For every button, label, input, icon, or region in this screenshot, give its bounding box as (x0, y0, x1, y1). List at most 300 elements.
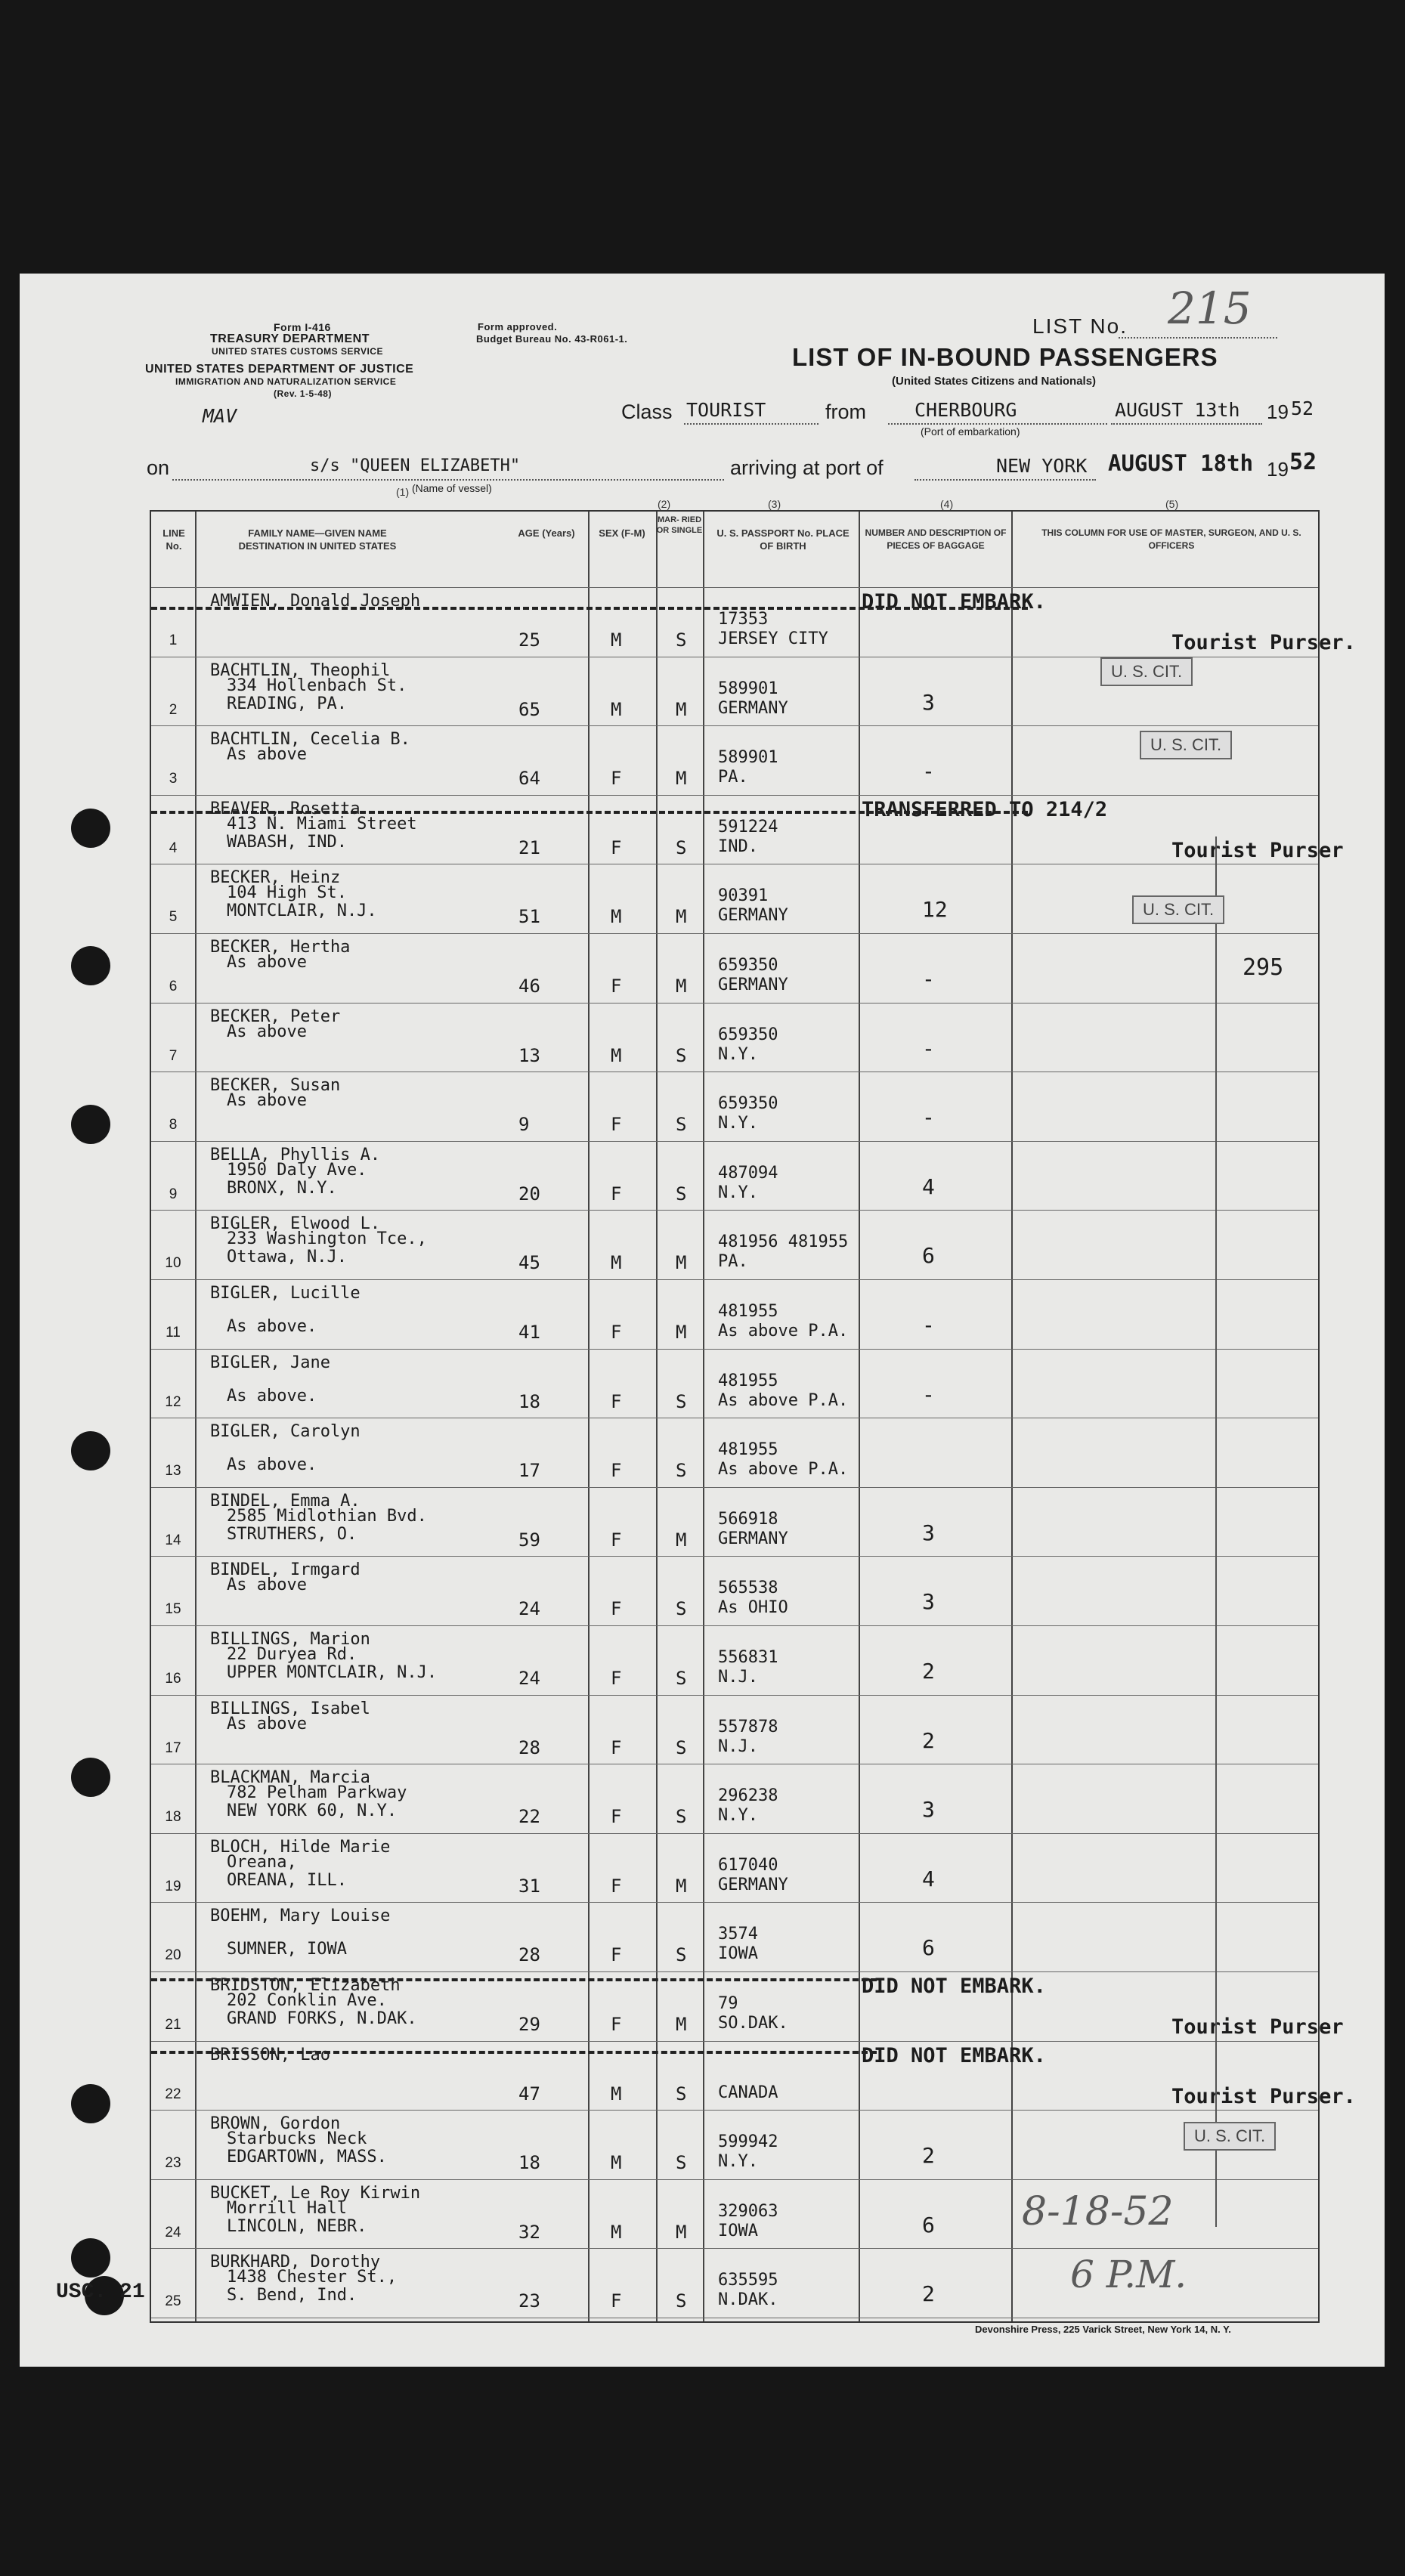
budget-bureau: Budget Bureau No. 43-R061-1. (476, 333, 628, 345)
birth-place: As above P.A. (718, 1322, 849, 1341)
birth-place: N.Y. (718, 1183, 758, 1202)
passenger-sex: F (611, 1529, 622, 1551)
passenger-age: 24 (518, 1598, 540, 1620)
officer-time-note: 6 P.M. (1070, 2253, 1187, 2296)
us-citizen-stamp: U. S. CIT. (1132, 895, 1224, 924)
baggage-count: 4 (922, 1174, 935, 1199)
baggage-count: 3 (922, 689, 935, 715)
passenger-sex: M (611, 906, 622, 928)
line-number: 23 (165, 2155, 181, 2172)
passenger-name: AMWIEN, Donald Joseph (210, 592, 421, 611)
line-number: 19 (165, 1878, 181, 1894)
manifest-subtitle: (United States Citizens and Nationals) (892, 375, 1097, 388)
address-line-1: 1950 Daly Ave. (227, 1160, 367, 1180)
passenger-sex: F (611, 1806, 622, 1828)
marital-status: S (676, 1736, 687, 1758)
row-rule (151, 795, 1318, 796)
punch-hole (71, 2238, 110, 2278)
birth-place: GERMANY (718, 906, 788, 926)
officer-date-note: 8-18-52 (1022, 2189, 1174, 2234)
vessel-caption: (Name of vessel) (412, 482, 492, 494)
passenger-sex: F (611, 1944, 622, 1966)
passport-number: 17353 (718, 610, 769, 629)
passport-number: 591224 (718, 817, 778, 837)
marital-status: M (676, 976, 687, 997)
row-rule (151, 1210, 1318, 1211)
us-citizen-stamp: U. S. CIT. (1140, 731, 1232, 759)
header-age: AGE (Years) (518, 527, 575, 539)
birth-place: N.Y. (718, 2152, 758, 2172)
mav-mark: MAV (203, 405, 237, 427)
port-field (914, 479, 1096, 481)
passport-number: 659350 (718, 1025, 778, 1044)
col-num-1: (1) (396, 486, 410, 498)
date1-field (1111, 423, 1262, 425)
arrival-date: AUGUST 18th (1108, 450, 1254, 476)
passport-number: 296238 (718, 1786, 778, 1806)
address-line-1: 104 High St. (227, 883, 347, 903)
birth-place: GERMANY (718, 976, 788, 994)
passenger-name: BEAVER, Rosetta (210, 799, 361, 818)
passenger-age: 64 (518, 768, 540, 790)
passenger-age: 28 (518, 1736, 540, 1758)
address-line-2: EDGARTOWN, MASS. (227, 2148, 387, 2167)
embark-note: DID NOT EMBARK. (862, 1975, 1046, 1998)
form-number: Form I-416 (274, 321, 331, 333)
passenger-age: 31 (518, 1875, 540, 1897)
passenger-age: 22 (518, 1806, 540, 1828)
birth-place: As above P.A. (718, 1390, 849, 1410)
baggage-count: 2 (922, 2143, 935, 2169)
row-rule (151, 1556, 1318, 1557)
row-rule (151, 1279, 1318, 1280)
baggage-count: - (922, 1381, 935, 1407)
birth-place: N.J. (718, 1668, 758, 1687)
passenger-sex: F (611, 1668, 622, 1689)
row-rule (151, 1833, 1318, 1834)
on-label: on (147, 456, 170, 479)
birth-place: JERSEY CITY (718, 629, 828, 648)
baggage-count: 3 (922, 1797, 935, 1823)
baggage-count: 3 (922, 1520, 935, 1545)
row-rule (151, 1349, 1318, 1350)
passenger-sex: F (611, 2290, 622, 2312)
marital-status: M (676, 1529, 687, 1551)
address-line-1: Oreana, (227, 1852, 297, 1872)
passenger-name: BLOCH, Hilde Marie (210, 1837, 391, 1857)
passport-number: 481955 (718, 1371, 778, 1390)
printer-imprint: Devonshire Press, 225 Varick Street, New York 14, N. Y. (975, 2324, 1231, 2335)
line-number: 17 (165, 1739, 181, 1756)
address-line-2: As above. (227, 1317, 317, 1336)
passport-number: 90391 (718, 886, 769, 906)
passenger-sex: F (611, 2014, 622, 2035)
address-line-1: Morrill Hall (227, 2198, 347, 2218)
departure-date: AUGUST 13th (1115, 399, 1240, 421)
birth-place: IND. (718, 837, 758, 856)
line-number: 9 (169, 1186, 178, 1202)
baggage-count: 6 (922, 1243, 935, 1269)
marital-status: S (676, 1806, 687, 1828)
line-number: 24 (165, 2224, 181, 2240)
passenger-name: BROWN, Gordon (210, 2114, 341, 2134)
address-line-1: As above (227, 1576, 307, 1595)
marital-status: M (676, 698, 687, 720)
address-line-2: S. Bend, Ind. (227, 2286, 357, 2305)
passenger-age: 17 (518, 1460, 540, 1482)
row-rule (151, 1141, 1318, 1142)
address-line-1: 413 N. Miami Street (227, 814, 417, 833)
address-line-1: As above (227, 1714, 307, 1733)
baggage-count: - (922, 759, 935, 784)
ins-service: IMMIGRATION AND NATURALIZATION SERVICE (175, 376, 397, 387)
birth-place: GERMANY (718, 1875, 788, 1894)
purser-note: Tourist Purser (1171, 2015, 1344, 2039)
marital-status: S (676, 1668, 687, 1689)
list-number: 215 (1168, 283, 1252, 334)
line-number: 5 (169, 909, 178, 926)
arrival-port: NEW YORK (996, 455, 1088, 477)
passenger-sex: M (611, 698, 622, 720)
passenger-sex: M (611, 1044, 622, 1066)
passenger-sex: M (611, 629, 622, 651)
birth-place: GERMANY (718, 1529, 788, 1548)
header-officers: THIS COLUMN FOR USE OF MASTER, SURGEON, AND U. S. OFFICERS (1041, 527, 1301, 551)
col-num-3: (3) (768, 498, 781, 510)
punch-hole (71, 946, 110, 985)
passenger-name: BECKER, Peter (210, 1007, 341, 1026)
revision: (Rev. 1-5-48) (274, 388, 332, 399)
class-label: Class (621, 400, 673, 423)
passenger-sex: F (611, 1736, 622, 1758)
baggage-count: - (922, 1105, 935, 1130)
address-line-2: NEW YORK 60, N.Y. (227, 1801, 398, 1821)
address-line-2: BRONX, N.Y. (227, 1178, 337, 1198)
line-number: 16 (165, 1671, 181, 1687)
address-line-1: 782 Pelham Parkway (227, 1783, 407, 1803)
col-divider (703, 512, 704, 2321)
passport-number: 589901 (718, 748, 778, 768)
line-number: 12 (165, 1393, 181, 1410)
birth-place: N.Y. (718, 1044, 758, 1064)
passenger-age: 18 (518, 2152, 540, 2174)
passport-number: 565538 (718, 1579, 778, 1598)
passenger-name: BIGLER, Elwood L. (210, 1214, 381, 1234)
line-number: 2 (169, 701, 178, 718)
passenger-age: 25 (518, 629, 540, 651)
address-line-1: As above (227, 745, 307, 765)
tally-count: 295 (1243, 954, 1284, 981)
row-rule (151, 2179, 1318, 2180)
birth-place: N.DAK. (718, 2290, 778, 2310)
purser-note: Tourist Purser (1171, 838, 1344, 862)
line-number: 25 (165, 2293, 181, 2310)
passenger-name: BURKHARD, Dorothy (210, 2253, 381, 2272)
cancelled-rule (151, 2051, 877, 2054)
passenger-age: 28 (518, 1944, 540, 1966)
line-number: 3 (169, 771, 178, 787)
line-number: 1 (169, 632, 178, 648)
punch-hole (71, 809, 110, 848)
address-line-2: MONTCLAIR, N.J. (227, 901, 377, 921)
address-line-2: As above. (227, 1386, 317, 1406)
address-line-1: 202 Conklin Ave. (227, 1991, 387, 2010)
birth-place: IOWA (718, 2221, 758, 2240)
passport-number: 566918 (718, 1509, 778, 1529)
marital-status: M (676, 2221, 687, 2243)
passport-number: 617040 (718, 1855, 778, 1875)
birth-place: As OHIO (718, 1598, 788, 1618)
passenger-age: 23 (518, 2290, 540, 2312)
address-line-1: 334 Hollenbach St. (227, 676, 407, 695)
address-line-1: 2585 Midlothian Bvd. (227, 1506, 427, 1526)
col-divider (588, 512, 590, 2321)
header-rule (151, 587, 1318, 588)
col-divider (859, 512, 860, 2321)
birth-place: CANADA (718, 2083, 778, 2102)
line-number: 11 (166, 1325, 181, 1341)
usc-code: USC. 21 (56, 2281, 145, 2304)
birth-place: PA. (718, 768, 748, 787)
form-approved: Form approved. (478, 321, 558, 332)
passenger-age: 41 (518, 1322, 540, 1343)
header-married: MAR- RIED OR SINGLE (656, 515, 703, 535)
passenger-name: BOEHM, Mary Louise (210, 1906, 391, 1926)
date2-year: 52 (1289, 449, 1317, 475)
birth-place: GERMANY (718, 698, 788, 718)
address-line-2: SUMNER, IOWA (227, 1940, 347, 1959)
baggage-count: - (922, 966, 935, 991)
list-no-label: LIST No. (1032, 314, 1128, 338)
passenger-name: BIGLER, Carolyn (210, 1422, 361, 1442)
passenger-name: BACHTLIN, Cecelia B. (210, 730, 410, 750)
us-citizen-stamp: U. S. CIT. (1184, 2122, 1276, 2151)
address-line-2: Ottawa, N.J. (227, 1248, 347, 1267)
marital-status: M (676, 2014, 687, 2035)
baggage-count: 3 (922, 1589, 935, 1615)
passenger-sex: M (611, 1252, 622, 1274)
header-passport: U. S. PASSPORT No. PLACE OF BIRTH (716, 527, 849, 552)
passenger-sex: F (611, 976, 622, 997)
passenger-sex: M (611, 2152, 622, 2174)
justice-dept: UNITED STATES DEPARTMENT OF JUSTICE (145, 363, 414, 376)
list-no-field (1119, 337, 1277, 339)
row-rule (151, 1971, 1318, 1972)
passenger-age: 45 (518, 1252, 540, 1274)
passenger-age: 59 (518, 1529, 540, 1551)
marital-status: M (676, 906, 687, 928)
baggage-count: - (922, 1035, 935, 1061)
passenger-sex: F (611, 1875, 622, 1897)
punch-hole (71, 2084, 110, 2123)
date1-year: 52 (1291, 397, 1314, 419)
line-number: 21 (165, 2017, 181, 2033)
passport-number: 589901 (718, 679, 778, 698)
line-number: 10 (165, 1255, 181, 1272)
address-line-1: Starbucks Neck (227, 2129, 367, 2149)
passenger-name: BECKER, Susan (210, 1076, 341, 1096)
passenger-age: 9 (518, 1114, 530, 1136)
col-num-5: (5) (1165, 498, 1179, 510)
punch-hole (71, 1105, 110, 1144)
marital-status: S (676, 2290, 687, 2312)
passenger-name: BECKER, Hertha (210, 938, 351, 957)
passenger-name: BINDEL, Emma A. (210, 1491, 361, 1511)
header-name: FAMILY NAME—GIVEN NAME DESTINATION IN UNITED STATES (238, 527, 397, 552)
passenger-sex: F (611, 837, 622, 858)
passenger-age: 65 (518, 698, 540, 720)
address-line-1: As above (227, 1091, 307, 1111)
passenger-age: 21 (518, 837, 540, 858)
passenger-age: 47 (518, 2083, 540, 2104)
baggage-count: 2 (922, 1727, 935, 1753)
address-line-2: As above. (227, 1455, 317, 1475)
passenger-name: BILLINGS, Isabel (210, 1699, 370, 1718)
line-number: 7 (169, 1047, 178, 1064)
marital-status: S (676, 1044, 687, 1066)
line-number: 22 (165, 2086, 181, 2102)
passenger-sex: F (611, 1183, 622, 1205)
passenger-age: 13 (518, 1044, 540, 1066)
marital-status: S (676, 1390, 687, 1412)
row-rule (151, 1487, 1318, 1488)
address-line-1: As above (227, 1022, 307, 1041)
address-line-2: WABASH, IND. (227, 832, 347, 852)
passport-number: 599942 (718, 2132, 778, 2152)
row-rule (151, 933, 1318, 934)
row-rule (151, 2041, 1318, 2042)
row-rule (151, 2248, 1318, 2249)
from-label: from (825, 400, 866, 423)
passenger-sex: M (611, 2083, 622, 2104)
col-num-2: (2) (658, 498, 671, 510)
marital-status: S (676, 1114, 687, 1136)
passport-number: 481955 (718, 1302, 778, 1321)
marital-status: S (676, 1598, 687, 1620)
passenger-name: BIGLER, Lucille (210, 1284, 361, 1303)
passenger-name: BECKER, Heinz (210, 868, 341, 888)
marital-status: S (676, 837, 687, 858)
embarkation-caption: (Port of embarkation) (921, 425, 1020, 438)
col-divider (195, 512, 197, 2321)
punch-hole (71, 1758, 110, 1797)
punch-hole (71, 1431, 110, 1470)
embarkation-port: CHERBOURG (914, 399, 1017, 421)
passenger-sex: F (611, 1322, 622, 1343)
passport-number: 329063 (718, 2201, 778, 2221)
passenger-age: 18 (518, 1390, 540, 1412)
row-rule (151, 1902, 1318, 1903)
passenger-name: BLACKMAN, Marcia (210, 1768, 370, 1788)
address-line-2: LINCOLN, NEBR. (227, 2216, 367, 2236)
marital-status: M (676, 1322, 687, 1343)
marital-status: S (676, 2152, 687, 2174)
embark-note: TRANSFERRED TO 214/2 (862, 797, 1108, 821)
passenger-sex: F (611, 1460, 622, 1482)
purser-note: Tourist Purser. (1171, 631, 1356, 654)
marital-status: S (676, 1944, 687, 1966)
birth-place: N.Y. (718, 1114, 758, 1133)
line-number: 15 (165, 1601, 181, 1618)
row-rule (151, 725, 1318, 726)
header-baggage: NUMBER AND DESCRIPTION OF PIECES OF BAGGAGE (865, 527, 1007, 551)
marital-status: M (676, 1875, 687, 1897)
address-line-1: 233 Washington Tce., (227, 1229, 427, 1249)
line-number: 14 (165, 1532, 181, 1548)
address-line-2: STRUTHERS, O. (227, 1524, 357, 1544)
col-divider (656, 512, 658, 2321)
header-sex: SEX (F-M) (599, 527, 645, 539)
passenger-sex: F (611, 768, 622, 790)
passenger-name: BUCKET, Le Roy Kirwin (210, 2183, 421, 2203)
date1-prefix: 19 (1267, 400, 1289, 423)
baggage-count: 6 (922, 1935, 935, 1961)
customs-service: UNITED STATES CUSTOMS SERVICE (212, 346, 383, 357)
passport-number: 79 (718, 1994, 738, 2013)
marital-status: S (676, 2083, 687, 2104)
birth-place: IOWA (718, 1944, 758, 1964)
vessel-name: s/s "QUEEN ELIZABETH" (310, 456, 521, 475)
passenger-age: 29 (518, 2014, 540, 2035)
birth-place: PA. (718, 1252, 748, 1272)
row-rule (151, 1625, 1318, 1626)
vessel-field (172, 479, 724, 481)
passport-number: 487094 (718, 1163, 778, 1183)
line-number: 8 (169, 1117, 178, 1133)
address-line-2: GRAND FORKS, N.DAK. (227, 2009, 417, 2028)
cancelled-rule (151, 607, 1028, 610)
address-line-1: 1438 Chester St., (227, 2268, 398, 2287)
arriving-label: arriving at port of (730, 456, 884, 479)
class-value: TOURIST (686, 399, 766, 421)
birth-place: N.Y. (718, 1806, 758, 1826)
baggage-count: 2 (922, 2281, 935, 2307)
passenger-name: BIGLER, Jane (210, 1353, 330, 1372)
passenger-sex: F (611, 1390, 622, 1412)
passport-number: 557878 (718, 1717, 778, 1736)
passenger-age: 46 (518, 976, 540, 997)
passenger-name: BINDEL, Irmgard (210, 1560, 361, 1580)
marital-status: S (676, 1183, 687, 1205)
line-number: 20 (165, 1947, 181, 1964)
address-line-2: UPPER MONTCLAIR, N.J. (227, 1663, 438, 1682)
baggage-count: 2 (922, 1659, 935, 1684)
date2-prefix: 19 (1267, 458, 1289, 481)
address-line-1: 22 Duryea Rd. (227, 1645, 357, 1664)
passenger-sex: M (611, 2221, 622, 2243)
manifest-title: LIST OF IN-BOUND PASSENGERS (792, 343, 1218, 371)
marital-status: S (676, 629, 687, 651)
row-rule (151, 1695, 1318, 1696)
col-num-4: (4) (940, 498, 954, 510)
line-number: 18 (165, 1809, 181, 1826)
embark-note: DID NOT EMBARK. (862, 2043, 1046, 2067)
marital-status: M (676, 768, 687, 790)
treasury-dept: TREASURY DEPARTMENT (210, 332, 370, 345)
passenger-sex: F (611, 1598, 622, 1620)
address-line-1: As above (227, 953, 307, 972)
passenger-age: 51 (518, 906, 540, 928)
passenger-name: BACHTLIN, Theophil (210, 660, 391, 680)
passenger-age: 24 (518, 1668, 540, 1689)
passenger-name: BRISSON, Lao (210, 2045, 330, 2064)
baggage-count: 12 (922, 897, 948, 923)
baggage-count: 6 (922, 2212, 935, 2237)
passenger-name: BELLA, Phyllis A. (210, 1145, 381, 1164)
passport-number: 659350 (718, 956, 778, 975)
passport-number: 659350 (718, 1094, 778, 1114)
passenger-name: BILLINGS, Marion (210, 1630, 370, 1649)
